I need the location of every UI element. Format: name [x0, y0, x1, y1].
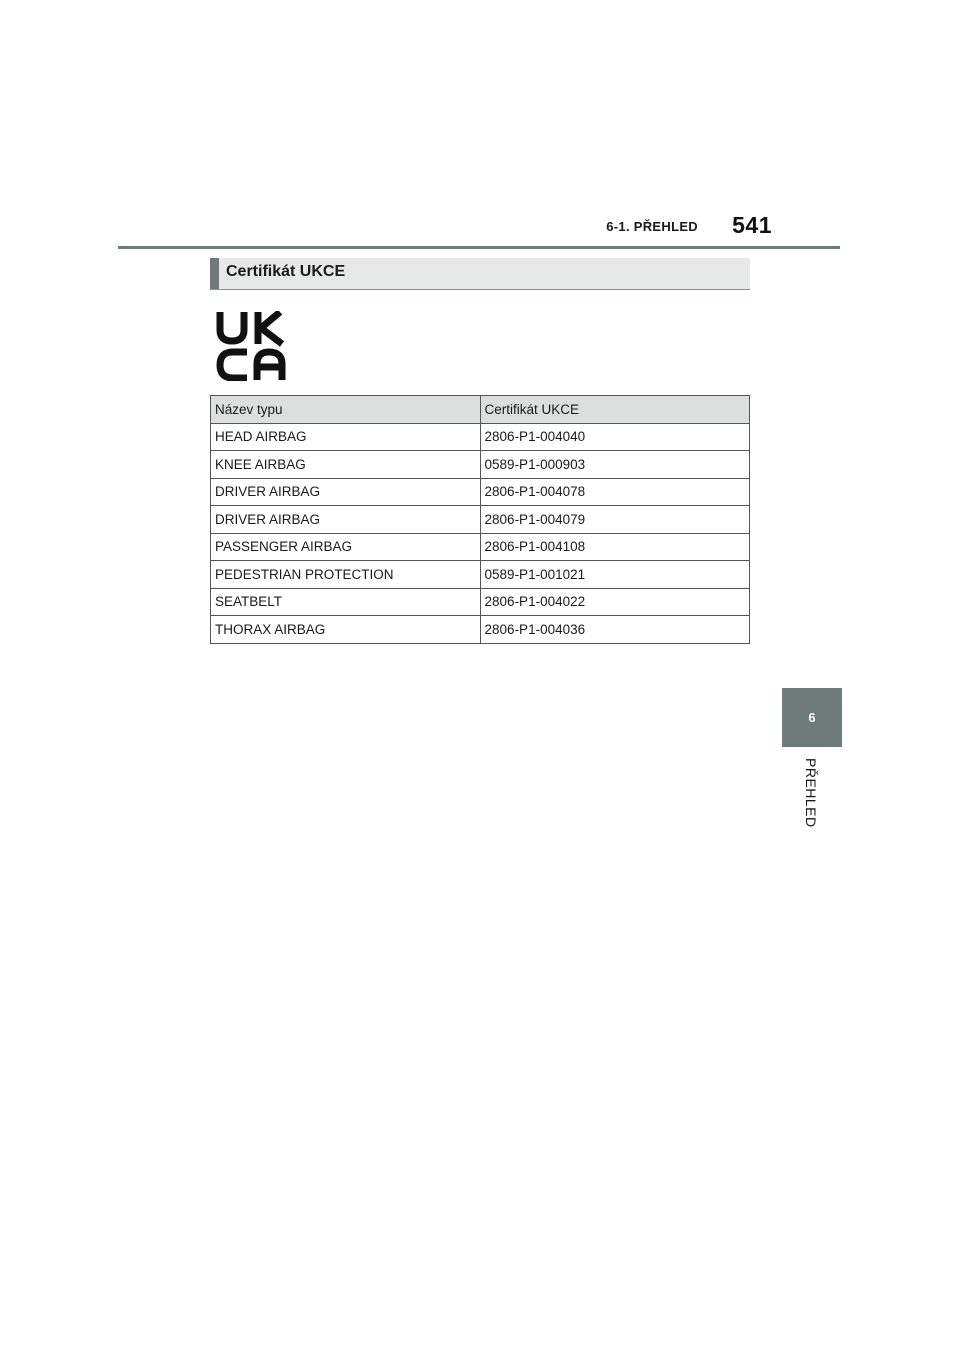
table-row [211, 506, 750, 534]
type-name-cell: DRIVER AIRBAG [211, 506, 481, 534]
certificate-cell: 2806-P1-004108 [480, 533, 749, 561]
table-row [211, 616, 750, 644]
certificate-cell: 2806-P1-004040 [480, 423, 749, 451]
ukca-mark-logo [216, 311, 286, 381]
table-row [211, 478, 750, 506]
page-header [118, 212, 840, 249]
certificate-cell: 2806-P1-004079 [480, 506, 749, 534]
table-row [211, 423, 750, 451]
certificate-cell: 2806-P1-004036 [480, 616, 749, 644]
chapter-side-label: PŘEHLED [803, 758, 819, 828]
section-title: Certifikát UKCE [226, 263, 346, 280]
page-number: 541 [732, 212, 772, 238]
type-name-cell: SEATBELT [211, 588, 481, 616]
table-row [211, 561, 750, 589]
section-heading [210, 258, 750, 290]
certificate-table [210, 395, 750, 644]
table-row [211, 588, 750, 616]
type-name-cell: PASSENGER AIRBAG [211, 533, 481, 561]
type-name-cell: KNEE AIRBAG [211, 451, 481, 479]
chapter-label: 6-1. PŘEHLED [606, 219, 698, 234]
certificate-cell: 2806-P1-004022 [480, 588, 749, 616]
column-header-certificate: Certifikát UKCE [480, 396, 749, 424]
certificate-cell: 0589-P1-001021 [480, 561, 749, 589]
column-header-type-name: Název typu [211, 396, 481, 424]
chapter-tab-number: 6 [808, 710, 816, 725]
heading-accent-bar [210, 258, 219, 289]
certificate-cell: 0589-P1-000903 [480, 451, 749, 479]
type-name-cell: THORAX AIRBAG [211, 616, 481, 644]
table-header-row [211, 396, 750, 424]
certificate-cell: 2806-P1-004078 [480, 478, 749, 506]
type-name-cell: PEDESTRIAN PROTECTION [211, 561, 481, 589]
table-row [211, 533, 750, 561]
table-row [211, 451, 750, 479]
type-name-cell: HEAD AIRBAG [211, 423, 481, 451]
chapter-tab [782, 688, 842, 747]
type-name-cell: DRIVER AIRBAG [211, 478, 481, 506]
